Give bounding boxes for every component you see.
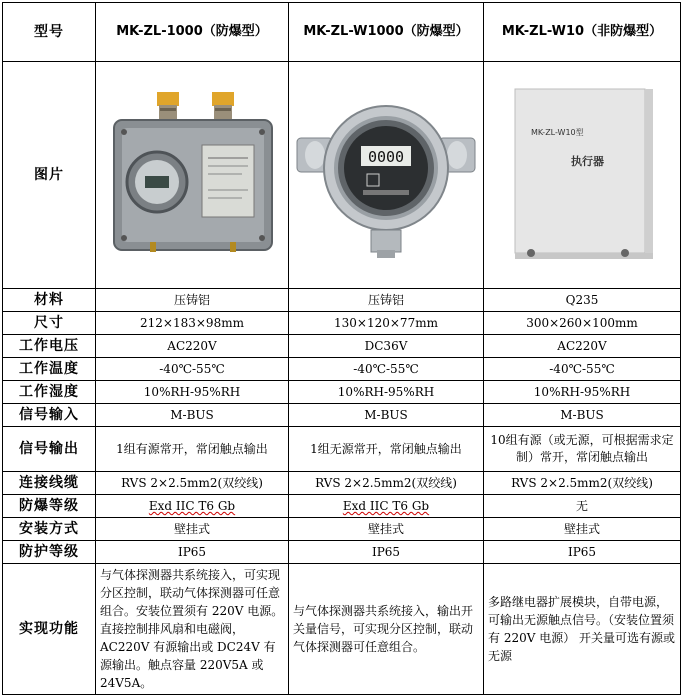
box-model-label: MK-ZL-W10型: [531, 128, 584, 137]
row-signal-output: [3, 427, 681, 472]
row-label-cable: 连接线缆: [3, 472, 96, 495]
row-label-protection: 防护等级: [3, 541, 96, 564]
display-digits: 0000: [367, 148, 405, 166]
cell-install-2: 壁挂式: [289, 518, 484, 541]
picture-row: [3, 62, 681, 289]
row-label-humidity: 工作湿度: [3, 381, 96, 404]
cell-cable-2: RVS 2×2.5mm2(双绞线): [289, 472, 484, 495]
model-name-1: MK-ZL-1000（防爆型）: [96, 3, 289, 62]
row-label-install: 安装方式: [3, 518, 96, 541]
picture-label: 图片: [3, 62, 96, 289]
cell-temperature-3: -40℃-55℃: [484, 358, 681, 381]
cell-humidity-2: 10%RH-95%RH: [289, 381, 484, 404]
cell-signal-input-3: M-BUS: [484, 404, 681, 427]
cell-cable-3: RVS 2×2.5mm2(双绞线): [484, 472, 681, 495]
row-label-explosion-grade: 防爆等级: [3, 495, 96, 518]
row-size: [3, 312, 681, 335]
cell-size-1: 212×183×98mm: [96, 312, 289, 335]
model-name-3: MK-ZL-W10（非防爆型）: [484, 3, 681, 62]
cell-signal-output-3: 10组有源（或无源，可根据需求定制）常开，常闭触点输出: [484, 427, 681, 472]
cell-install-1: 壁挂式: [96, 518, 289, 541]
cell-material-2: 压铸铝: [289, 289, 484, 312]
spec-table: [2, 2, 681, 695]
product-image-1: [96, 62, 289, 289]
cell-material-3: Q235: [484, 289, 681, 312]
row-protection: [3, 541, 681, 564]
cell-signal-output-2: 1组无源常开，常闭触点输出: [289, 427, 484, 472]
cell-protection-1: IP65: [96, 541, 289, 564]
cell-cable-1: RVS 2×2.5mm2(双绞线): [96, 472, 289, 495]
cell-explosion-grade-1: [96, 495, 289, 518]
cell-explosion-grade-2: [289, 495, 484, 518]
row-label-signal-output: 信号输出: [3, 427, 96, 472]
row-explosion-grade: [3, 495, 681, 518]
model-name-2: MK-ZL-W1000（防爆型）: [289, 3, 484, 62]
explosion-grade-text-1: Exd IIC T6 Gb: [148, 499, 236, 513]
row-voltage: [3, 335, 681, 358]
cell-function-3: 多路继电器扩展模块，自带电源，可输出无源触点信号。（安装位置须有 220V 电源） 开关量可选有源或无源: [484, 564, 681, 695]
cell-signal-output-1: 1组有源常开，常闭触点输出: [96, 427, 289, 472]
cell-function-2: 与气体探测器共系统接入，输出开关量信号，可实现分区控制，联动气体探测器可任意组合。: [289, 564, 484, 695]
product-image-2: [289, 62, 484, 289]
row-label-signal-input: 信号输入: [3, 404, 96, 427]
explosion-proof-detector-controller-image: [293, 90, 479, 260]
cell-material-1: 压铸铝: [96, 289, 289, 312]
cell-signal-input-1: M-BUS: [96, 404, 289, 427]
header-label: 型号: [3, 3, 96, 62]
row-function: [3, 564, 681, 695]
cell-size-2: 130×120×77mm: [289, 312, 484, 335]
row-material: [3, 289, 681, 312]
row-humidity: [3, 381, 681, 404]
cell-temperature-2: -40℃-55℃: [289, 358, 484, 381]
cell-temperature-1: -40℃-55℃: [96, 358, 289, 381]
cell-protection-2: IP65: [289, 541, 484, 564]
row-cable: [3, 472, 681, 495]
row-signal-input: [3, 404, 681, 427]
cell-humidity-1: 10%RH-95%RH: [96, 381, 289, 404]
row-install: [3, 518, 681, 541]
cell-signal-input-2: M-BUS: [289, 404, 484, 427]
row-label-voltage: 工作电压: [3, 335, 96, 358]
cell-install-3: 壁挂式: [484, 518, 681, 541]
row-label-material: 材料: [3, 289, 96, 312]
cell-humidity-3: 10%RH-95%RH: [484, 381, 681, 404]
product-image-3: [484, 62, 681, 289]
cell-size-3: 300×260×100mm: [484, 312, 681, 335]
row-temperature: [3, 358, 681, 381]
explosion-grade-text-2: Exd IIC T6 Gb: [342, 499, 430, 513]
header-row: [3, 3, 681, 62]
row-label-temperature: 工作温度: [3, 358, 96, 381]
cell-voltage-3: AC220V: [484, 335, 681, 358]
row-label-function: 实现功能: [3, 564, 96, 695]
cell-protection-3: IP65: [484, 541, 681, 564]
cell-voltage-2: DC36V: [289, 335, 484, 358]
cell-function-1: 与气体探测器共系统接入，可实现分区控制，联动气体探测器可任意组合。安装位置须有 220V 电源。直接控制排风扇和电磁阀，AC220V 有源输出或 DC24V 有源输出。触点容量 220V5A 或 24V5A。: [96, 564, 289, 695]
actuator-box-image: [507, 85, 657, 265]
explosion-proof-controller-image: [102, 90, 282, 260]
cell-explosion-grade-3: 无: [484, 495, 681, 518]
row-label-size: 尺寸: [3, 312, 96, 335]
box-title-label: 执行器: [571, 155, 604, 168]
cell-voltage-1: AC220V: [96, 335, 289, 358]
